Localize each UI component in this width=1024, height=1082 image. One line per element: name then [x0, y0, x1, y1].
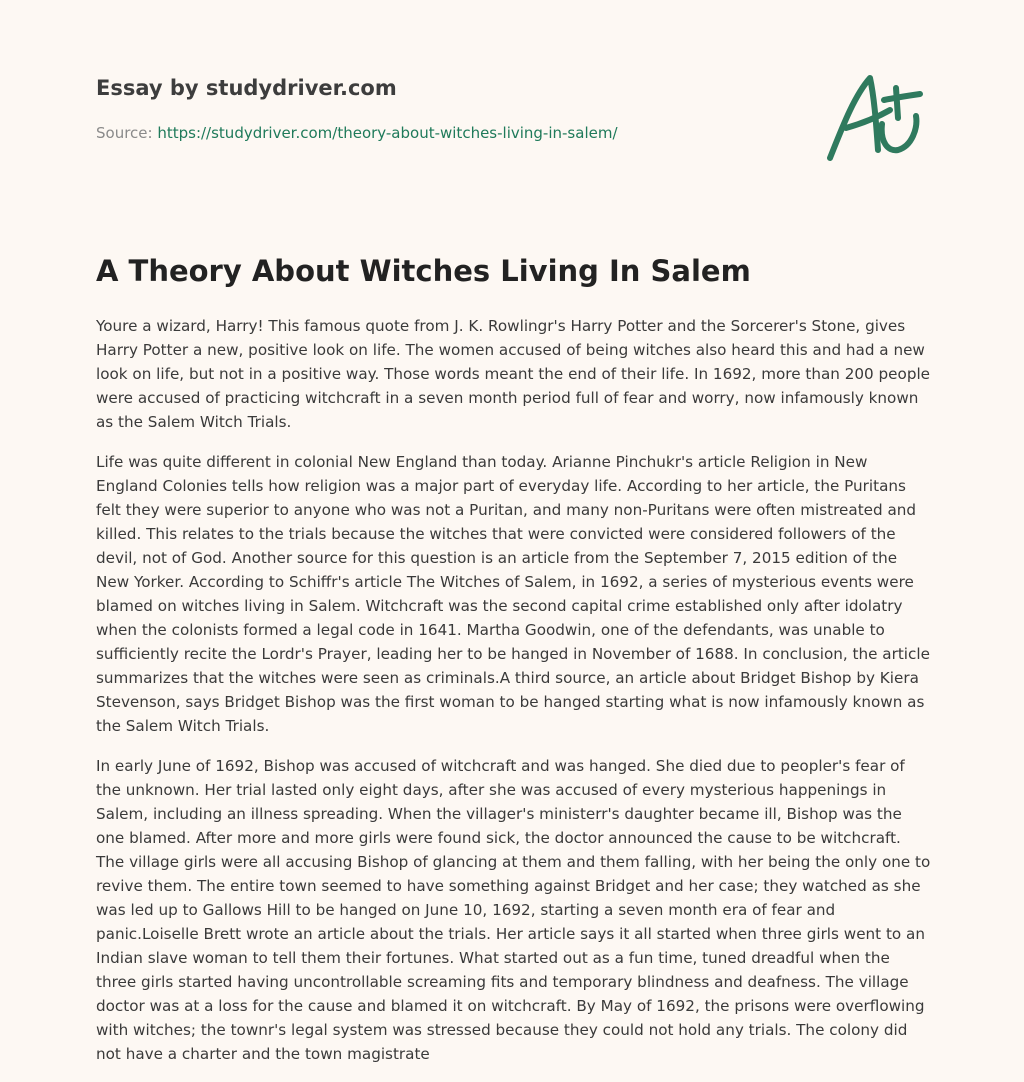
essay-title: A Theory About Witches Living In Salem	[96, 254, 751, 288]
brand-title: Essay by studydriver.com	[96, 76, 397, 100]
a-plus-logo-icon	[820, 66, 930, 166]
essay-paragraph-1: Youre a wizard, Harry! This famous quote from J. K. Rowlingr's Harry Potter and the Sorcerer's Stone, gives Harry Potter a new, positive look on life. The women accused of being witches also heard this and had a new look on life, but not in a positive way. Those words meant the end of their life. In 1692, more than 200 people were accused of practicing witchcraft in a seven month period full of fear and worry, now infamously known as the Salem Witch Trials.	[96, 317, 931, 431]
essay-paragraph-3: In early June of 1692, Bishop was accused of witchcraft and was hanged. She died due to peopler's fear of the unknown. Her trial lasted only eight days, after she was accused of every mysterious happenings in Salem, including an illness spreading. When the villager's ministerr's daughter became ill, Bishop was the one blamed. After more and more girls were found sick, the doctor announced the cause to be witchcraft. The village girls were all accusing Bishop of glancing at them and them falling, with her being the only one to revive them. The entire town seemed to have something against Bridget and her case; they watched as she was led up to Gallows Hill to be hanged on June 10, 1692, starting a seven month era of fear and panic.Loiselle Brett wrote an article about the trials. Her article says it all started when three girls went to an Indian slave woman to tell them their fortunes. What started out as a fun time, tuned dreadful when the three girls started having uncontrollable screaming fits and temporary blindness and deafness. The village doctor was at a loss for the cause and blamed it on witchcraft. By May of 1692, the prisons were overflowing with witches; the townr's legal system was stressed because they could not hold any trials. The colony did not have a charter and the town magistrate	[96, 757, 931, 1063]
source-line	[96, 124, 618, 142]
essay-body	[96, 314, 932, 1082]
essay-paragraph-2: Life was quite different in colonial New England than today. Arianne Pinchukr's article Religion in New England Colonies tells how religion was a major part of everyday life. According to her article, the Puritans felt they were superior to anyone who was not a Puritan, and many non-Puritans were often mistreated and killed. This relates to the trials because the witches that were convicted were considered followers of the devil, not of God. Another source for this question is an article from the September 7, 2015 edition of the New Yorker. According to Schiffr's article The Witches of Salem, in 1692, a series of mysterious events were blamed on witches living in Salem. Witchcraft was the second capital crime established only after idolatry when the colonists formed a legal code in 1641. Martha Goodwin, one of the defendants, was unable to sufficiently recite the Lordr's Prayer, leading her to be hanged in November of 1688. In conclusion, the article summarizes that the witches were seen as criminals.A third source, an article about Bridget Bishop by Kiera Stevenson, says Bridget Bishop was the first woman to be hanged starting what is now infamously known as the Salem Witch Trials.	[96, 453, 930, 735]
source-link[interactable]: https://studydriver.com/theory-about-witches-living-in-salem/	[157, 124, 618, 142]
source-label: Source:	[96, 124, 158, 142]
